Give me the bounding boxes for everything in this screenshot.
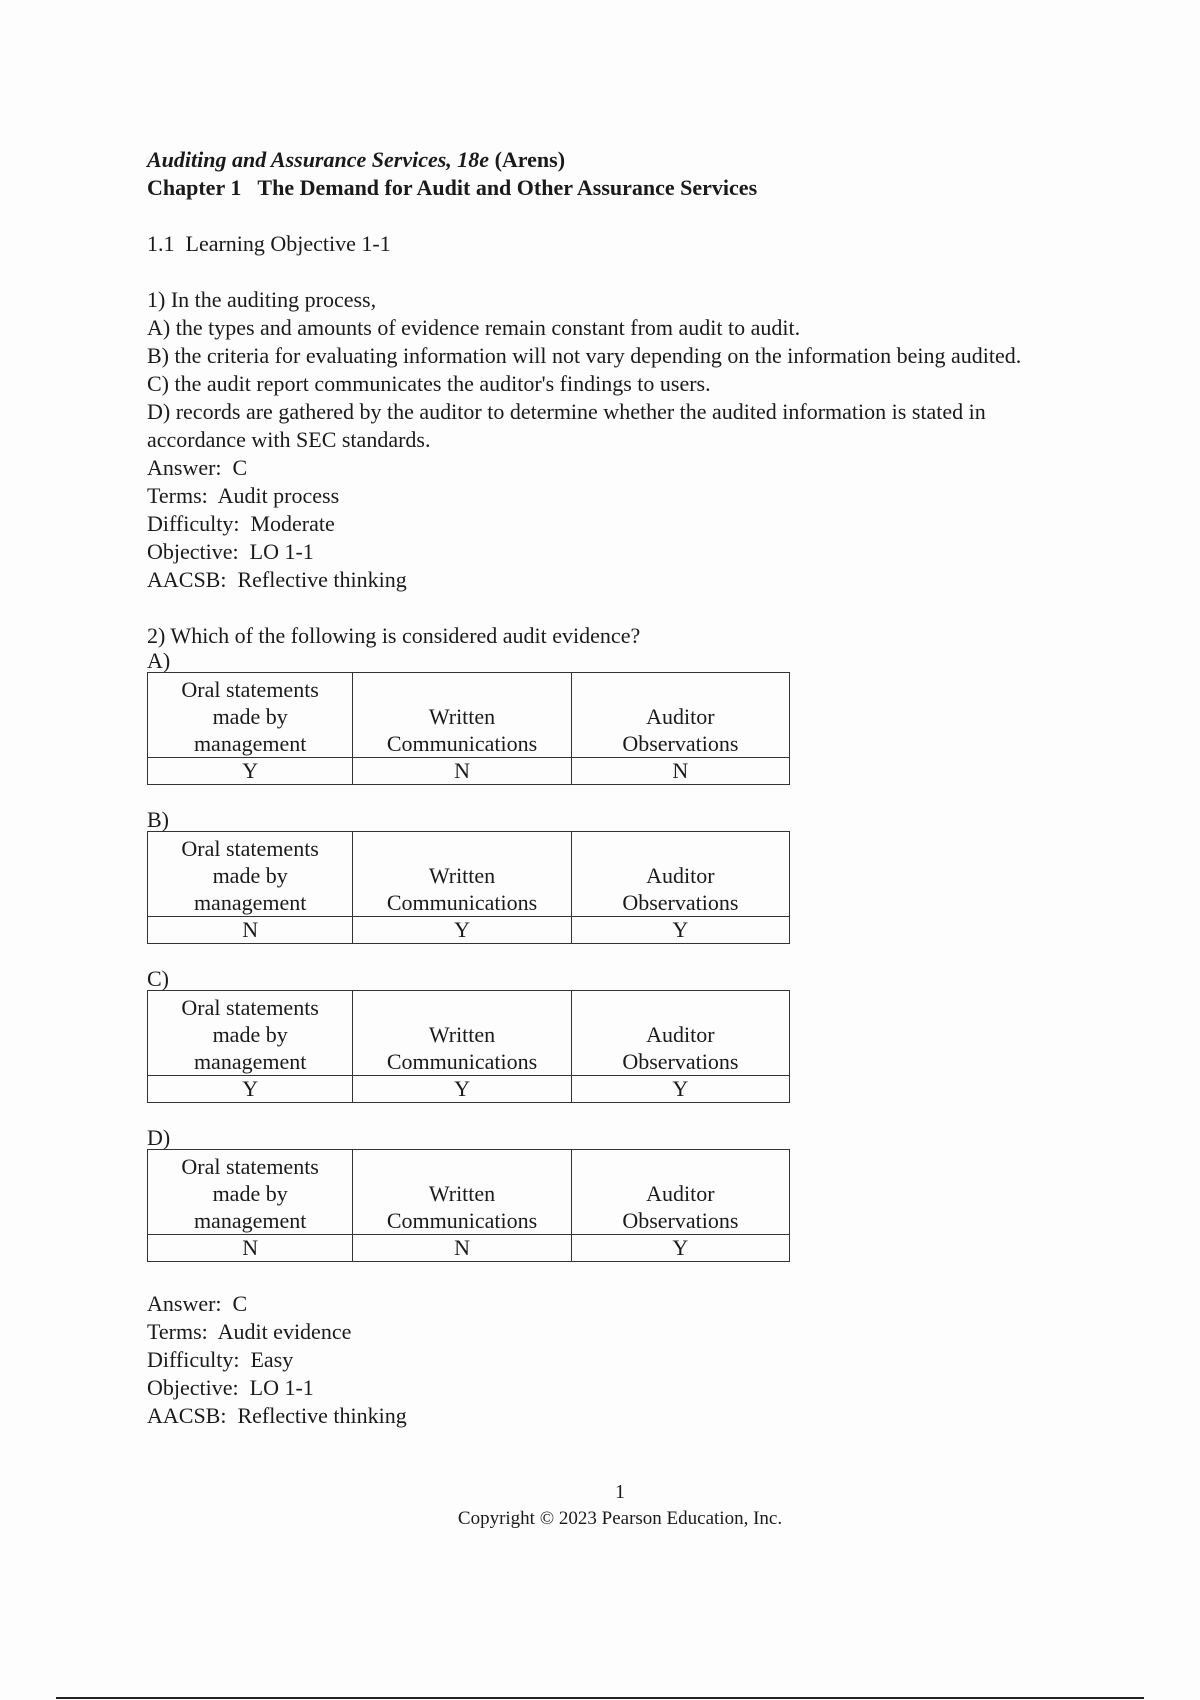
chapter-heading: Chapter 1 The Demand for Audit and Other Assurance Services: [147, 175, 758, 200]
book-author: (Arens): [494, 147, 566, 172]
header-oral-statements: Oral statements made by management: [148, 991, 353, 1076]
q1-aacsb: AACSB: Reflective thinking: [147, 567, 407, 592]
q1-option-b: B) the criteria for evaluating information will not vary depending on the information being audited.: [147, 343, 1022, 368]
cell-written: N: [353, 758, 571, 785]
bottom-divider: [56, 1697, 1144, 1699]
q1-difficulty: Difficulty: Moderate: [147, 511, 335, 536]
q2-objective: Objective: LO 1-1: [147, 1375, 314, 1400]
q2-difficulty: Difficulty: Easy: [147, 1347, 294, 1372]
q2-option-a-label: A): [147, 648, 171, 673]
q2-option-d-table: [147, 1149, 790, 1262]
header-written-communications: Written Communications: [353, 673, 571, 758]
q2-option-c-table: [147, 990, 790, 1103]
header-oral-statements: Oral statements made by management: [148, 1150, 353, 1235]
q2-option-a-table: [147, 672, 790, 785]
cell-observations: N: [571, 758, 789, 785]
header-oral-statements: Oral statements made by management: [148, 832, 353, 917]
book-title-line: [147, 146, 1087, 174]
header-auditor-observations: Auditor Observations: [571, 673, 789, 758]
cell-observations: Y: [571, 1076, 789, 1103]
cell-oral: Y: [148, 1076, 353, 1103]
cell-observations: Y: [571, 917, 789, 944]
cell-oral: Y: [148, 758, 353, 785]
question-1: [147, 286, 1087, 594]
cell-observations: Y: [571, 1235, 789, 1262]
q1-option-c: C) the audit report communicates the auditor's findings to users.: [147, 371, 711, 396]
q2-option-c-label: C): [147, 966, 169, 991]
cell-written: Y: [353, 917, 571, 944]
q2-option-b-table: [147, 831, 790, 944]
section-heading: 1.1 Learning Objective 1-1: [147, 231, 391, 256]
cell-oral: N: [148, 1235, 353, 1262]
q2-option-b-label: B): [147, 807, 169, 832]
header-written-communications: Written Communications: [353, 832, 571, 917]
header-written-communications: Written Communications: [353, 991, 571, 1076]
q1-option-d: D) records are gathered by the auditor to determine whether the audited information is stated in accordance with SEC standards.: [147, 399, 992, 452]
cell-written: Y: [353, 1076, 571, 1103]
header-auditor-observations: Auditor Observations: [571, 832, 789, 917]
header-auditor-observations: Auditor Observations: [571, 1150, 789, 1235]
header-auditor-observations: Auditor Observations: [571, 991, 789, 1076]
cell-written: N: [353, 1235, 571, 1262]
q2-terms: Terms: Audit evidence: [147, 1319, 352, 1344]
book-title: Auditing and Assurance Services, 18e: [147, 147, 490, 172]
q2-stem: 2) Which of the following is considered audit evidence?: [147, 623, 641, 648]
page-number: 1: [615, 1481, 625, 1503]
q1-terms: Terms: Audit process: [147, 483, 340, 508]
q2-answer: Answer: C: [147, 1291, 248, 1316]
copyright-notice: Copyright © 2023 Pearson Education, Inc.: [457, 1508, 783, 1529]
q2-option-d-label: D): [147, 1125, 171, 1150]
q1-stem: 1) In the auditing process,: [147, 287, 377, 312]
q1-objective: Objective: LO 1-1: [147, 539, 314, 564]
header-written-communications: Written Communications: [353, 1150, 571, 1235]
header-oral-statements: Oral statements made by management: [148, 673, 353, 758]
q1-answer: Answer: C: [147, 455, 248, 480]
q2-aacsb: AACSB: Reflective thinking: [147, 1403, 407, 1428]
cell-oral: N: [148, 917, 353, 944]
question-2: [147, 622, 1087, 1430]
q1-option-a: A) the types and amounts of evidence remain constant from audit to audit.: [147, 315, 801, 340]
page-content: [147, 146, 1087, 1430]
